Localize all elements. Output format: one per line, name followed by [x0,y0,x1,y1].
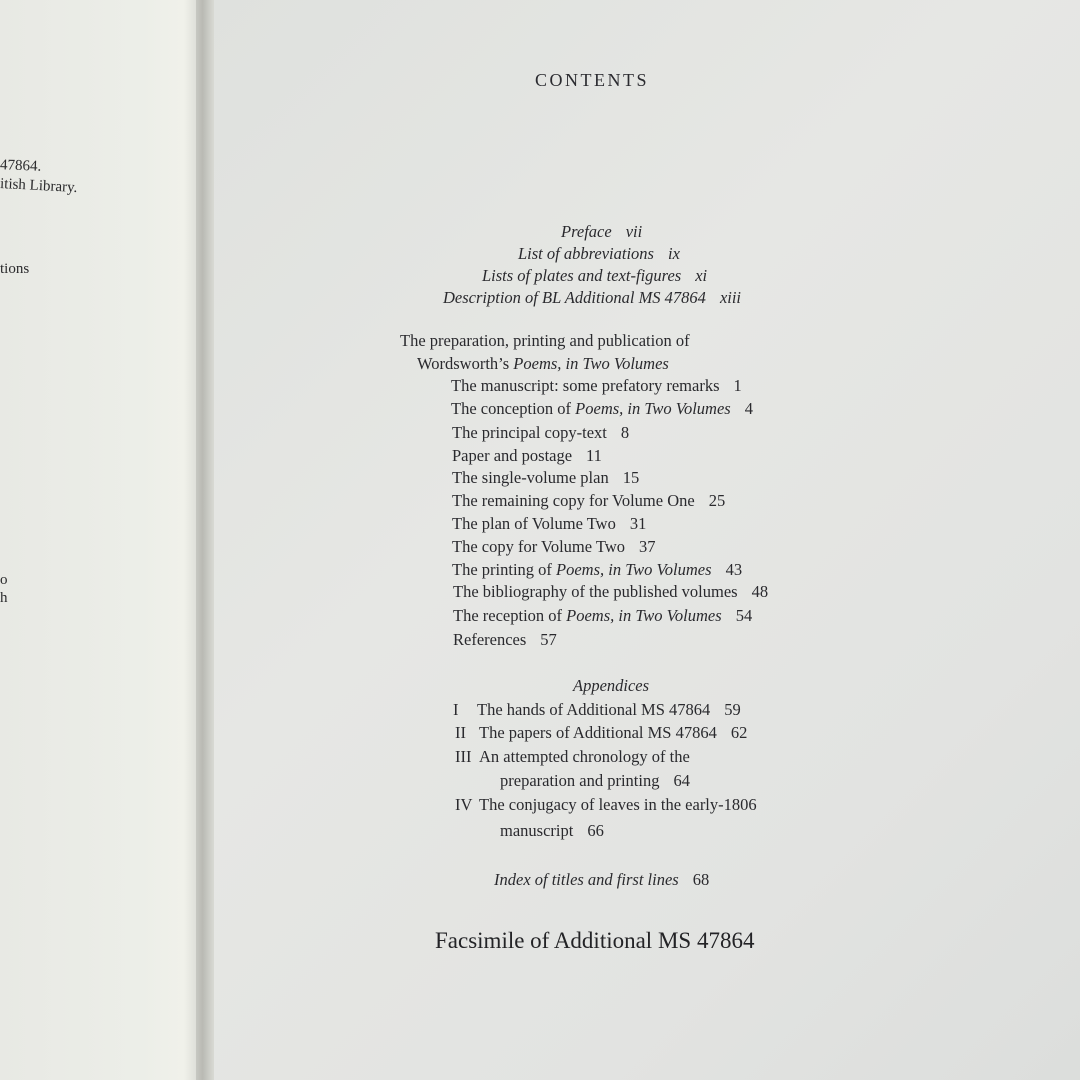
toc-entry-title: Lists of plates and text-figures [482,266,682,285]
toc-section-page: 8 [620,423,630,442]
toc-entry-title: List of abbreviations [518,244,654,263]
appendix-entry [455,747,690,767]
toc-section-page: 25 [708,491,726,510]
appendix-number: III [455,747,472,766]
toc-section-italic: Poems, in Two Volumes [556,560,712,579]
toc-entry-page: xiii [719,288,742,307]
toc-section [452,514,646,534]
contents-heading: CONTENTS [535,70,649,90]
toc-section-page: 57 [540,630,557,649]
toc-section [452,468,639,488]
toc-section [451,376,742,396]
toc-section-title: Paper and postage [452,446,573,465]
toc-section-title: The single-volume plan [452,468,609,487]
appendix-title-cont: preparation and printing [500,771,660,790]
toc-section-page: 43 [725,560,743,579]
appendix-entry [453,700,741,720]
toc-section-title: The manuscript: some prefatory remarks [451,376,720,395]
toc-entry-title: Preface [561,222,612,241]
toc-section [452,423,629,443]
appendix-number: II [455,723,466,742]
left-fragment: o [0,572,8,588]
toc-section-page: 11 [586,446,602,465]
appendix-page: 64 [673,771,690,790]
toc-section-page: 15 [622,468,640,487]
left-fragment: tions [0,261,30,277]
appendix-title: The papers of Additional MS 47864 [479,723,717,742]
appendix-number: IV [455,795,473,814]
toc-section-page: 31 [629,514,647,533]
appendix-entry-cont [500,771,690,791]
toc-section-title: The printing of [452,560,557,579]
left-fragment: itish Library. [0,175,78,197]
toc-section [453,606,752,626]
toc-section-title: The bibliography of the published volumes [453,582,738,601]
toc-section-italic: Poems, in Two Volumes [575,399,731,418]
toc-section-title: The plan of Volume Two [452,514,616,533]
toc-entry-page: xi [695,266,708,285]
toc-section-title: The copy for Volume Two [452,537,625,556]
toc-section-title: The conception of [451,399,576,418]
appendices-heading: Appendices [573,676,650,695]
toc-index-entry [494,870,709,890]
toc-section-title: References [453,630,527,649]
toc-section [452,560,742,580]
appendix-entry [455,723,747,743]
index-page: 68 [692,870,710,889]
toc-section-page: 37 [639,537,656,556]
toc-entry-preface [561,222,642,242]
appendix-title: The conjugacy of leaves in the early-1806 [479,795,757,814]
toc-section-title: The reception of [453,606,567,625]
facsimile-heading: Facsimile of Additional MS 47864 [435,928,755,953]
appendix-title: An attempted chronology of the [479,747,690,766]
toc-section [453,582,768,602]
index-title: Index of titles and first lines [494,870,679,889]
toc-part-title-italic: Poems, in Two Volumes [513,354,669,373]
appendix-title-cont: manuscript [500,821,574,840]
appendix-number: I [453,700,459,719]
appendix-title: The hands of Additional MS 47864 [477,700,711,719]
toc-section-page: 48 [751,582,769,601]
toc-entry-abbreviations [518,244,680,264]
toc-entry-plates [482,266,707,286]
toc-section-title: The remaining copy for Volume One [452,491,695,510]
toc-section-page: 1 [733,376,742,395]
toc-section [453,630,557,650]
toc-section-page: 4 [744,399,753,418]
appendix-entry-cont [500,821,604,841]
appendix-entry [455,795,757,815]
toc-entry-title: Description of BL Additional MS 47864 [443,288,706,307]
appendix-page: 66 [587,821,604,840]
toc-section-title: The principal copy-text [452,423,607,442]
toc-entry-page: vii [625,222,643,241]
toc-section-italic: Poems, in Two Volumes [566,606,722,625]
toc-section [452,446,602,466]
toc-part-title: The preparation, printing and publication of [400,331,690,350]
appendix-page: 59 [724,700,741,719]
toc-part-title-text: Wordsworth’s [417,354,514,373]
left-fragment: h [0,590,8,606]
toc-section [452,537,656,557]
toc-section-page: 54 [735,606,753,625]
toc-section [452,491,725,511]
left-fragment: 47864. [0,157,42,175]
toc-section [451,399,753,419]
toc-entry-description [443,288,741,308]
appendix-page: 62 [730,723,748,742]
toc-part-title-cont [417,354,669,374]
toc-entry-page: ix [667,244,680,263]
